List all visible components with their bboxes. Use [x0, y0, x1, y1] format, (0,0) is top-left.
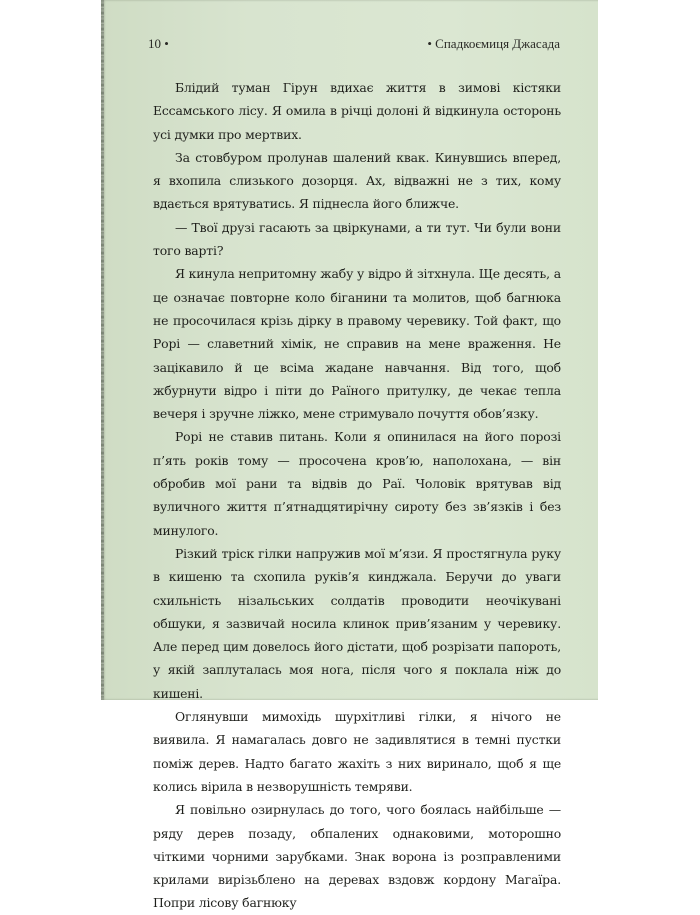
paragraph: За стовбуром пролунав шалений квак. Кинувшись вперед, я вхопила слизького дозорця. Ах, відважні не з тих, кому вдається врятуватись. Я піднесла його ближче.	[153, 149, 561, 212]
paragraph: Оглянувши мимохідь шурхітливі гілки, я нічого не виявила. Я намагалась довго не задивлятися в темні пустки поміж дерев. Надто багато жахіть з них виринало, щоб я ще колись вірила в незворушність темряви.	[153, 709, 561, 794]
page-number: 10 •	[148, 36, 169, 51]
paragraph: Рорі не ставив питань. Коли я опинилася на його порозі п’ять років тому — просочена кров’ю, наполохана, — він обробив мої рани та відвів до Раї. Чоловік врятував від вуличного життя п’ятнадцятирічну сироту без зв’язків і без минулого.	[153, 429, 561, 538]
page-binding-edge	[101, 0, 104, 700]
running-head	[148, 36, 560, 56]
paragraph: Різкий тріск гілки напружив мої м’язи. Я простягнула руку в кишеню та схопила руків’я кинджала. Беручи до уваги схильність нізальських солдатів проводити неочікувані обшуки, я зазвичай носила клинок прив’язаним у черевику. Але перед цим довелось його дістати, щоб розрізати папороть, у якій заплуталась моя нога, після чого я поклала ніж до кишені.	[153, 545, 561, 701]
paragraph: Я повільно озирнулась до того, чого боялась найбільше — ряду дерев позаду, обпалених однаковими, моторошно чіткими чорними зарубками. Знак ворона із розправленими крилами вирізьблено на деревах вздовж кордону Магаїра. Попри лісову багнюку	[153, 802, 561, 911]
body-text	[153, 76, 561, 915]
paragraph: Блідий туман Гірун вдихає життя в зимові кістяки Ессамського лісу. Я омила в річці долоні й відкинула осторонь усі думки про мертвих.	[153, 80, 561, 142]
running-title: • Спадкоємиця Джасада	[427, 36, 560, 51]
paragraph: — Твої друзі гасають за цвіркунами, а ти тут. Чи були вони того варті?	[153, 219, 561, 259]
paragraph: Я кинула непритомну жабу у відро й зітхнула. Ще десять, а це означає повторне коло біганини та молитов, щоб багнюка не просочилася крізь дірку в правому черевику. Той факт, що Рорі — славетний хімік, не справив на мене враження. Не зацікавило й це всіма жадане навчання. Від того, щоб жбурнути відро і піти до Раїного притулку, де чекає тепла вечеря і зручне ліжко, мене стримувало почуття обов’язку.	[153, 266, 561, 422]
